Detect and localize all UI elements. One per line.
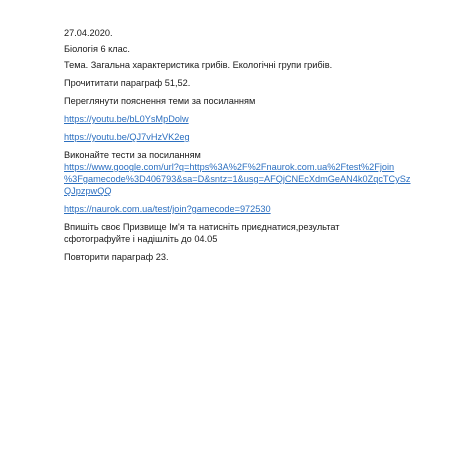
- watch-task-line: Переглянути пояснення теми за посиланням: [64, 96, 256, 106]
- tests-task-line: Виконайте тести за посиланням: [64, 150, 201, 160]
- video-link-2[interactable]: https://youtu.be/QJ7vHzVK2eg: [64, 132, 190, 142]
- document-body: [64, 27, 411, 263]
- video-link-1[interactable]: https://youtu.be/bL0YsMpDolw: [64, 114, 189, 124]
- instruction-line-2: сфотографуйте і надішліть до 04.05: [64, 234, 218, 244]
- test-link-long[interactable]: [64, 161, 411, 197]
- subject-line: Біологія 6 клас.: [64, 44, 130, 54]
- topic-line: Тема. Загальна характеристика грибів. Екологічні групи грибів.: [64, 60, 333, 70]
- date-line: 27.04.2020.: [64, 28, 113, 38]
- test-link-long-line-2[interactable]: %3Fgamecode%3D406793&sa=D&sntz=1&usg=AFQjCNEcXdmGeAN4k0ZqcTCySz: [64, 174, 411, 184]
- test-link-short[interactable]: https://naurok.com.ua/test/join?gamecode=972530: [64, 204, 271, 214]
- instruction-line-1: Впишіть своє Призвище Ім'я та натисніть приєднатися,результат: [64, 222, 340, 232]
- read-task-line: Прочититати параграф 51,52.: [64, 78, 191, 88]
- test-link-long-line-1[interactable]: https://www.google.com/url?q=https%3A%2F%2Fnaurok.com.ua%2Ftest%2Fjoin: [64, 162, 395, 172]
- test-link-long-line-3[interactable]: QJpzpwQQ: [64, 186, 112, 196]
- repeat-task-line: Повторити параграф 23.: [64, 252, 169, 262]
